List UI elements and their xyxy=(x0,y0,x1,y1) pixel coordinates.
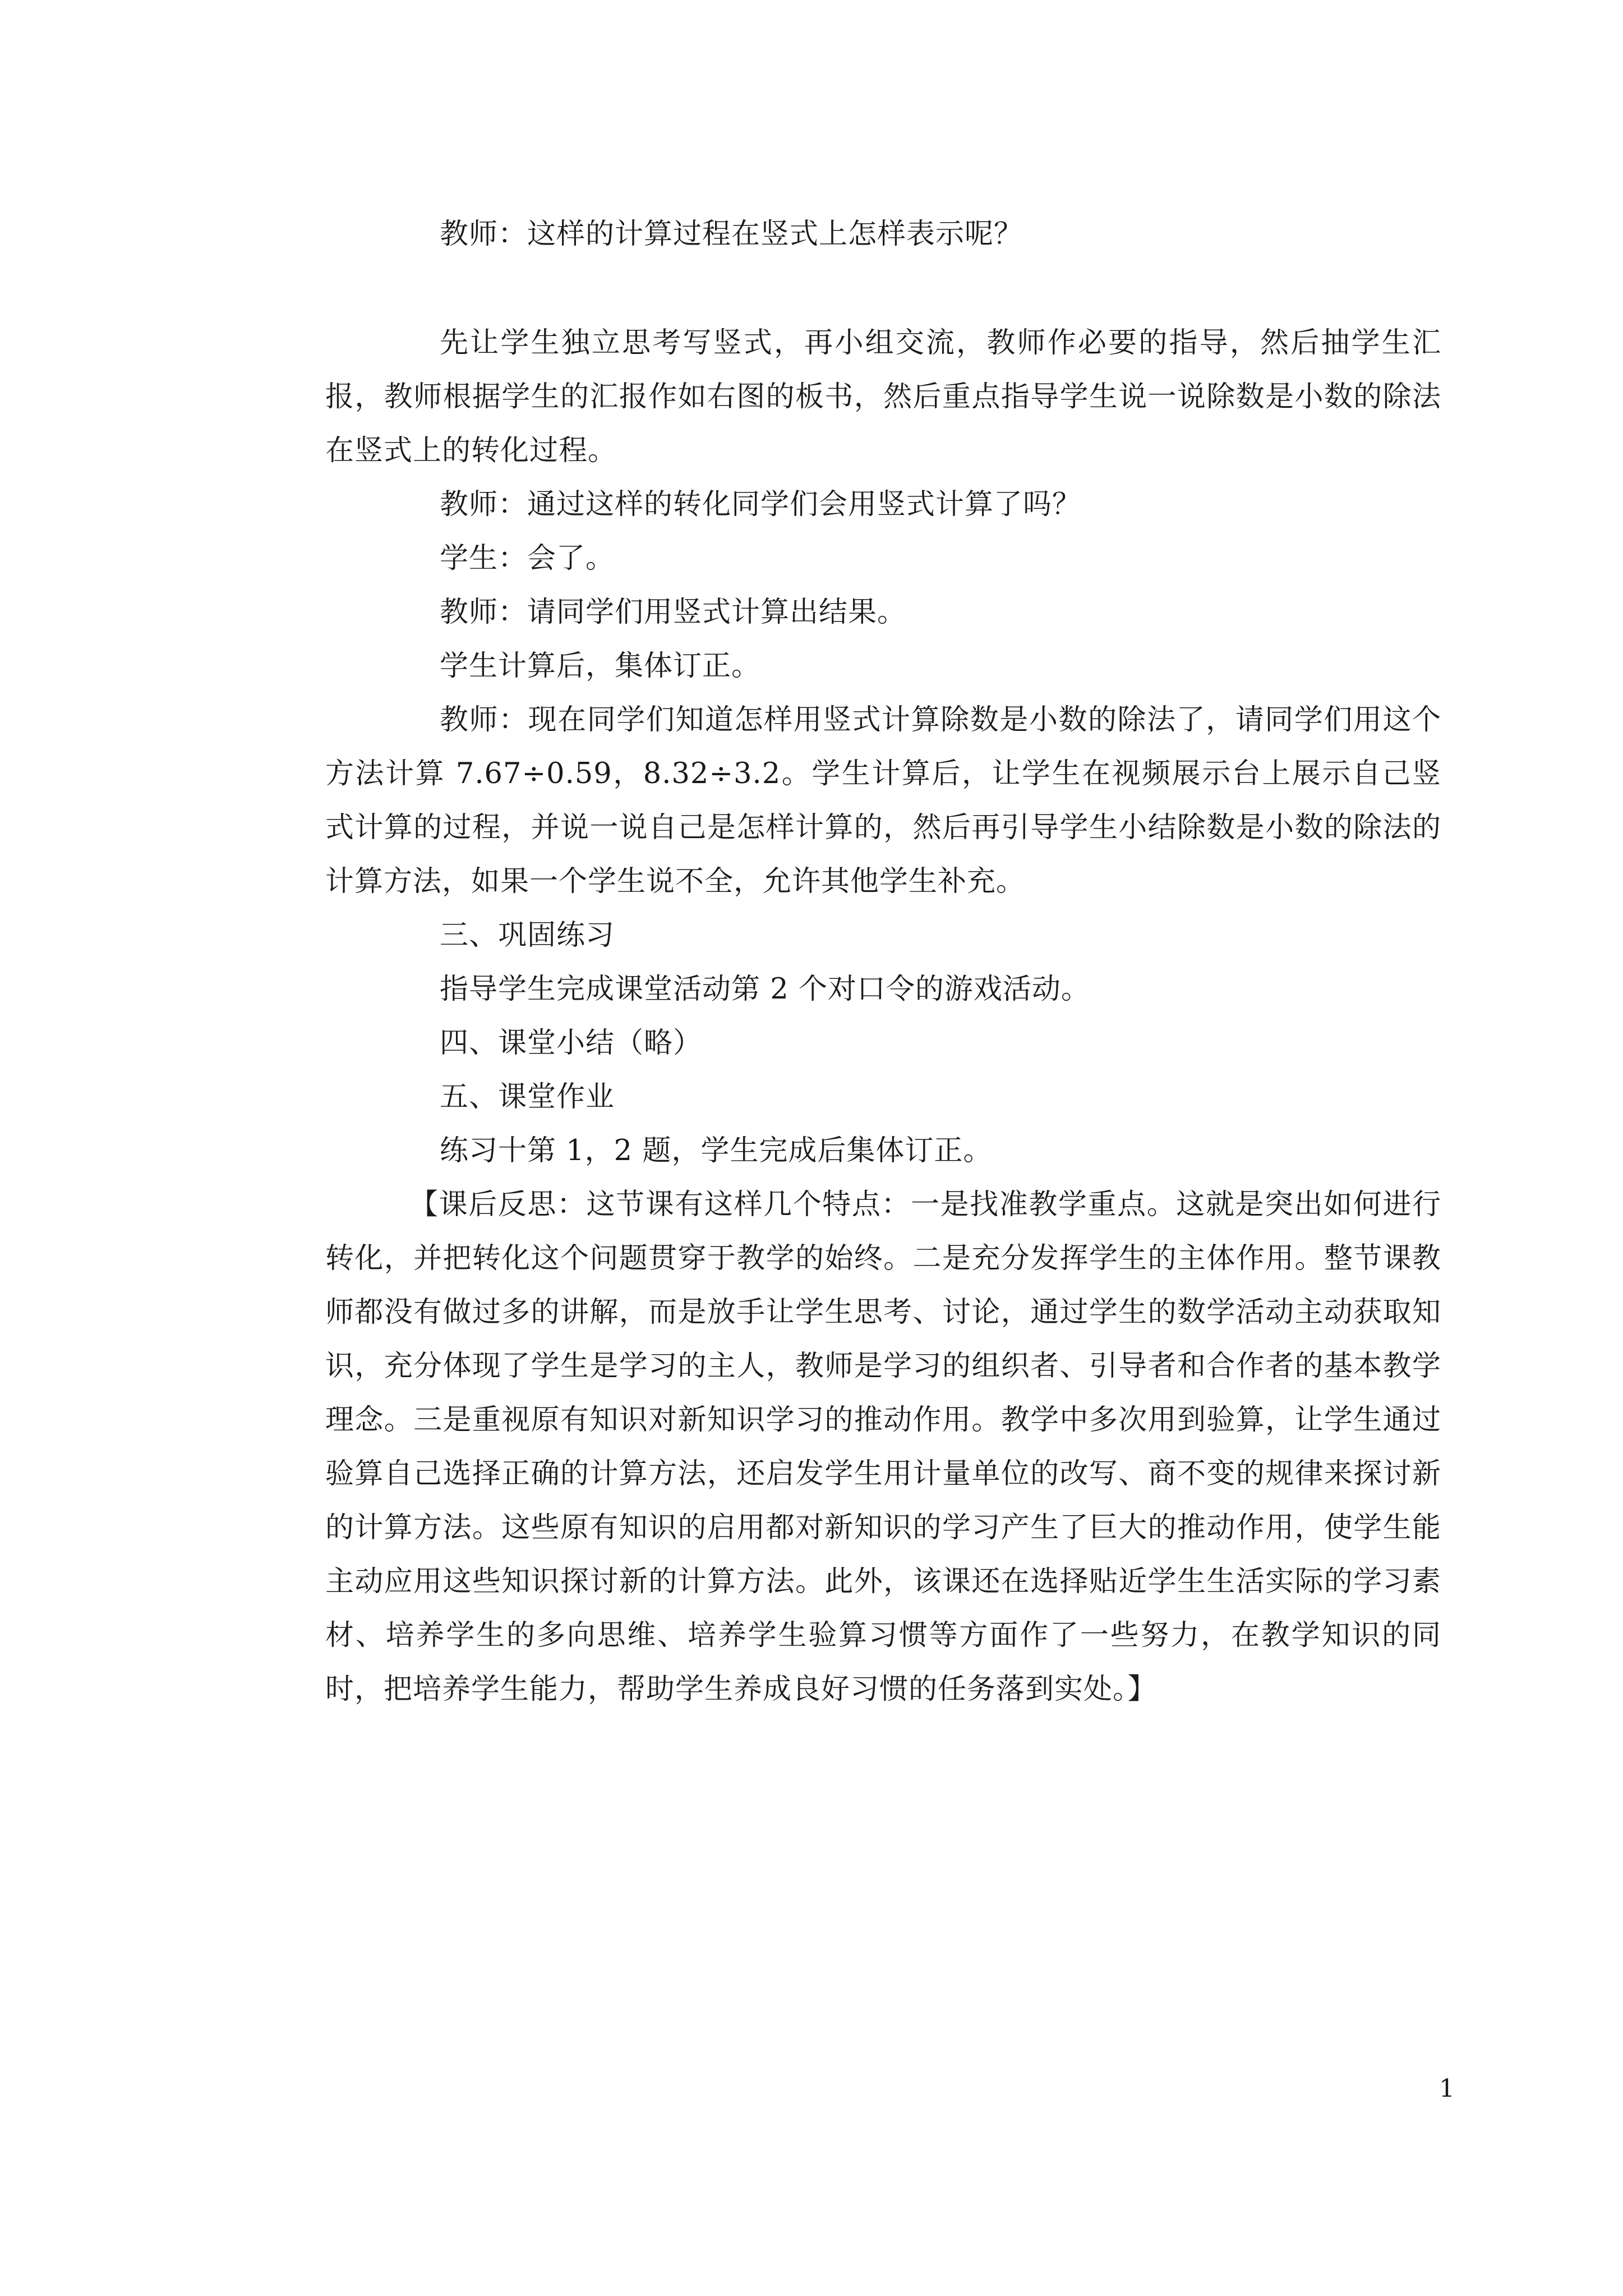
paragraph-exercise: 练习十第 1，2 题，学生完成后集体订正。 xyxy=(440,1134,993,1167)
heading-consolidation: 三、巩固练习 xyxy=(440,919,615,952)
heading-summary: 四、课堂小结（略） xyxy=(440,1027,703,1060)
heading-homework: 五、课堂作业 xyxy=(440,1080,615,1114)
paragraph-student-practice: 先让学生独立思考写竖式，再小组交流，教师作必要的指导，然后抽学生汇报，教师根据学生的汇报作如右图的板书，然后重点指导学生说一说除数是小数的除法在竖式上的转化过程。 xyxy=(325,326,1441,467)
paragraph-method-summary: 教师：现在同学们知道怎样用竖式计算除数是小数的除法了，请同学们用这个方法计算 7.67÷0.59，8.32÷3.2。学生计算后，让学生在视频展示台上展示自己竖式计算的过程，并说一说自己是怎样计算的，然后再引导学生小结除数是小数的除法的计算方法，如果一个学生说不全，允许其他学生补充。 xyxy=(325,703,1441,898)
document-body xyxy=(325,208,1441,1717)
paragraph-teacher-question: 教师：这样的计算过程在竖式上怎样表示呢？ xyxy=(440,218,1023,251)
paragraph-correction: 学生计算后，集体订正。 xyxy=(440,650,761,683)
paragraph-student-answer: 学生：会了。 xyxy=(440,542,615,575)
paragraph-teacher-calculate: 教师：请同学们用竖式计算出结果。 xyxy=(440,596,907,629)
paragraph-teacher-check: 教师：通过这样的转化同学们会用竖式计算了吗？ xyxy=(440,488,1082,521)
paragraph-class-activity: 指导学生完成课堂活动第 2 个对口令的游戏活动。 xyxy=(440,973,1090,1006)
paragraph-reflection: 【课后反思：这节课有这样几个特点：一是找准教学重点。这就是突出如何进行转化，并把转化这个问题贯穿于教学的始终。二是充分发挥学生的主体作用。整节课教师都没有做过多的讲解，而是放手让学生思考、讨论，通过学生的数学活动主动获取知识，充分体现了学生是学习的主人，教师是学习的组织者、引导者和合作者的基本教学理念。三是重视原有知识对新知识学习的推动作用。教学中多次用到验算，让学生通过验算自己选择正确的计算方法，还启发学生用计量单位的改写、商不变的规律来探讨新的计算方法。这些原有知识的启用都对新知识的学习产生了巨大的推动作用，使学生能主动应用这些知识探讨新的计算方法。此外，该课还在选择贴近学生生活实际的学习素材、培养学生的多向思维、培养学生验算习惯等方面作了一些努力，在教学知识的同时，把培养学生能力，帮助学生养成良好习惯的任务落到实处。】 xyxy=(325,1188,1441,1706)
page-number: 1 xyxy=(1439,2074,1455,2103)
